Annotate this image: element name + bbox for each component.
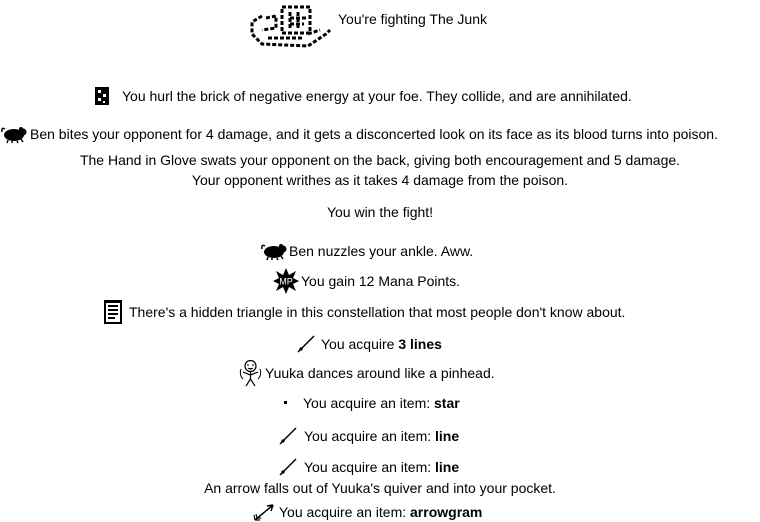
arrow-icon <box>252 502 276 522</box>
combat-familiar-line <box>0 124 718 144</box>
monster-header <box>248 4 487 52</box>
combat-hand-line: The Hand in Glove swats your opponent on the back, giving both encouragement and 5 damage. <box>79 152 681 168</box>
yuuka-icon[interactable] <box>238 359 263 387</box>
reward-lines-line <box>296 334 442 354</box>
reward-arrowgram-line <box>252 502 482 522</box>
line-icon <box>278 457 298 477</box>
mp-label: MP <box>279 276 293 287</box>
brick-icon <box>94 86 110 106</box>
junk-monster-icon[interactable] <box>248 4 334 52</box>
reward-prefix: You acquire an item: <box>304 428 436 444</box>
arrow-note: An arrow falls out of Yuuka's quiver and into your pocket. <box>204 480 556 496</box>
reward-text: Ben nuzzles your ankle. Aww. <box>289 243 474 259</box>
reward-prefix: You acquire an item: <box>303 395 435 411</box>
line-icon <box>296 334 316 354</box>
item-name[interactable]: 3 lines <box>398 336 442 352</box>
reward-mana-line <box>273 268 460 294</box>
reward-text: You gain 12 Mana Points. <box>301 273 461 289</box>
item-name[interactable]: star <box>434 395 460 411</box>
reward-prefix: You acquire an item: <box>304 459 436 475</box>
item-name[interactable]: line <box>435 428 460 444</box>
win-message: You win the fight! <box>326 204 434 220</box>
mp-burst-icon <box>273 268 299 294</box>
reward-ben-line <box>260 241 473 261</box>
reward-text: Yuuka dances around like a pinhead. <box>265 365 495 381</box>
item-name[interactable]: line <box>435 459 460 475</box>
reward-triangle-line <box>103 299 625 325</box>
reward-prefix: You acquire <box>321 336 399 352</box>
rat-familiar-icon[interactable] <box>0 124 28 144</box>
combat-text: Ben bites your opponent for 4 damage, and it gets a disconcerted look on its face as its blood turns into poison. <box>30 126 718 142</box>
rat-familiar-icon[interactable] <box>260 241 288 261</box>
line-icon <box>278 426 298 446</box>
reward-yuuka-line <box>238 359 495 387</box>
star-dot-icon <box>277 395 293 411</box>
reward-prefix: You acquire an item: <box>279 504 411 520</box>
combat-poison-line: Your opponent writhes as it takes 4 damage from the poison. <box>191 172 569 188</box>
scroll-book-icon <box>103 299 123 325</box>
monster-name-text: You're fighting The Junk <box>338 11 488 27</box>
reward-text: There's a hidden triangle in this constellation that most people don't know about. <box>129 304 626 320</box>
item-name[interactable]: arrowgram <box>410 504 483 520</box>
reward-star-line <box>277 395 460 411</box>
reward-line1-line <box>278 426 459 446</box>
combat-brick-line <box>94 86 632 106</box>
combat-text: You hurl the brick of negative energy at your foe. They collide, and are annihilated. <box>122 88 632 104</box>
reward-line2-line <box>278 457 459 477</box>
